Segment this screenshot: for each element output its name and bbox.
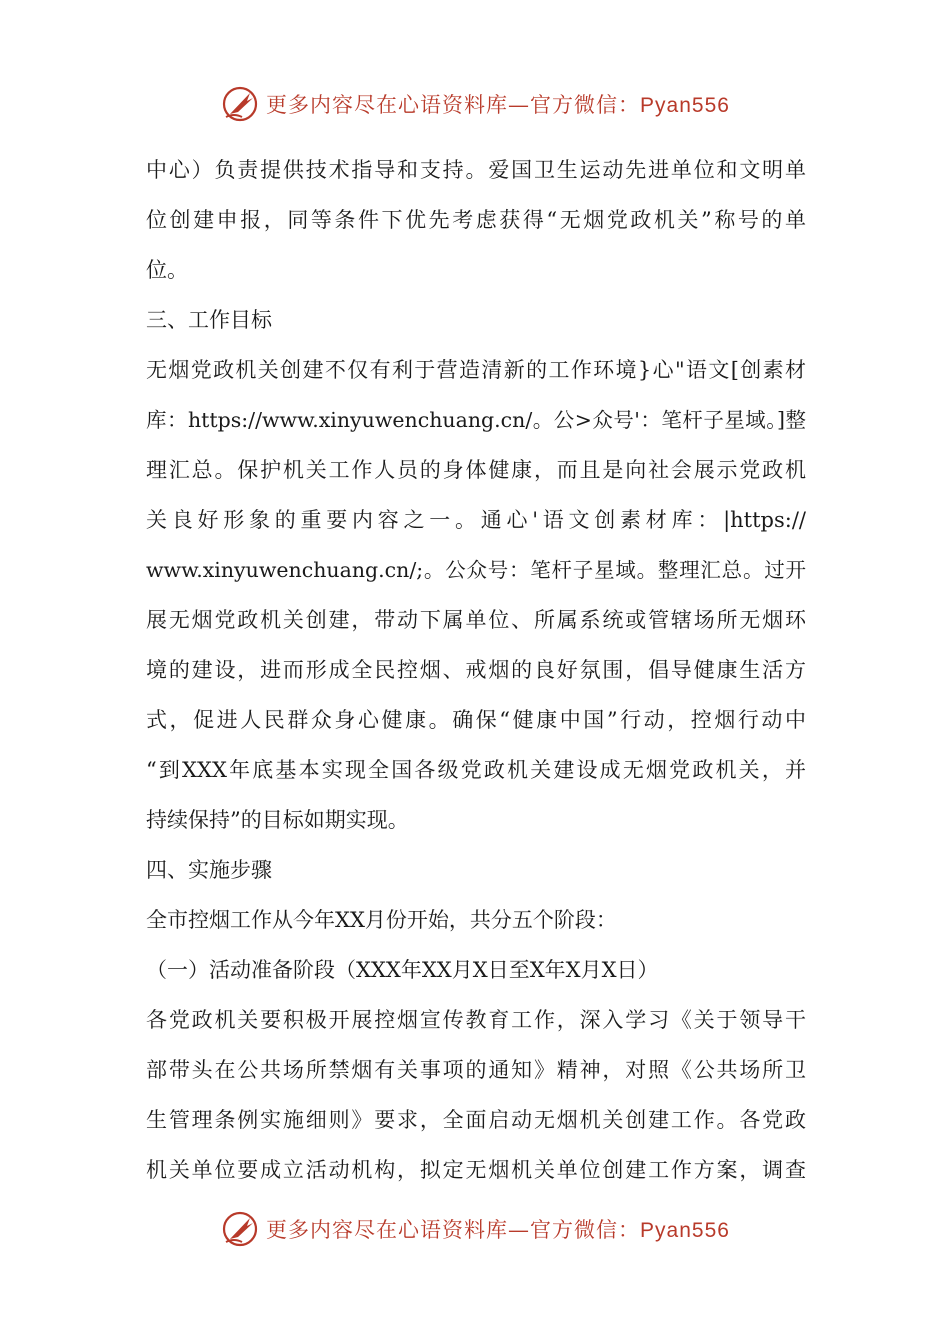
text-line: 机关单位要成立活动机构，拟定无烟机关单位创建工作方案，调查 [146, 1158, 806, 1182]
text-line: 境的建设，进而形成全民控烟、戒烟的良好氛围，倡导健康生活方 [146, 658, 806, 682]
footer-wechat-id: Pyan556 [640, 1219, 730, 1242]
footer-banner-text: 更多内容尽在心语资料库—官方微信：Pyan556 [266, 1218, 730, 1242]
footer-watermark-banner [0, 1201, 950, 1257]
document-body [146, 148, 806, 1198]
text-line: 四、实施步骤 [146, 858, 272, 882]
text-line: 理汇总。保护机关工作人员的身体健康，而且是向社会展示党政机 [146, 458, 806, 482]
text-line: （一）活动准备阶段（XXX年XX月X日至X年X月X日） [146, 958, 659, 982]
text-line: 各党政机关要积极开展控烟宣传教育工作，深入学习《关于领导干 [146, 1008, 806, 1032]
header-banner-text: 更多内容尽在心语资料库—官方微信：Pyan556 [266, 93, 730, 117]
text-line: 关良好形象的重要内容之一。通心'语文创素材库：|https:// [146, 508, 806, 532]
text-line: www.xinyuwenchuang.cn/;。公众号：笔杆子星域。整理汇总。过开 [146, 558, 806, 582]
header-watermark-banner [0, 76, 950, 132]
text-line: “到XXX年底基本实现全国各级党政机关建设成无烟党政机关，并 [146, 758, 806, 782]
text-line: 生管理条例实施细则》要求，全面启动无烟机关创建工作。各党政 [146, 1108, 806, 1132]
text-line: 位创建申报，同等条件下优先考虑获得“无烟党政机关”称号的单 [146, 208, 806, 232]
text-line: 中心）负责提供技术指导和支持。爱国卫生运动先进单位和文明单 [146, 158, 806, 182]
text-line: 持续保持”的目标如期实现。 [146, 808, 409, 832]
quill-logo-icon [220, 1209, 260, 1249]
text-line: 展无烟党政机关创建，带动下属单位、所属系统或管辖场所无烟环 [146, 608, 806, 632]
text-line: 全市控烟工作从今年XX月份开始，共分五个阶段： [146, 908, 617, 932]
text-line: 位。 [146, 258, 188, 282]
text-line: 无烟党政机关创建不仅有利于营造清新的工作环境}心"语文[创素材 [146, 358, 806, 382]
header-wechat-id: Pyan556 [640, 94, 730, 117]
text-line: 部带头在公共场所禁烟有关事项的通知》精神，对照《公共场所卫 [146, 1058, 806, 1082]
quill-logo-icon [220, 84, 260, 124]
text-line: 库：https://www.xinyuwenchuang.cn/。公>众号'：笔杆子星域。]整 [146, 408, 806, 432]
text-line: 三、工作目标 [146, 308, 272, 332]
text-line: 式，促进人民群众身心健康。确保“健康中国”行动，控烟行动中 [146, 708, 806, 732]
